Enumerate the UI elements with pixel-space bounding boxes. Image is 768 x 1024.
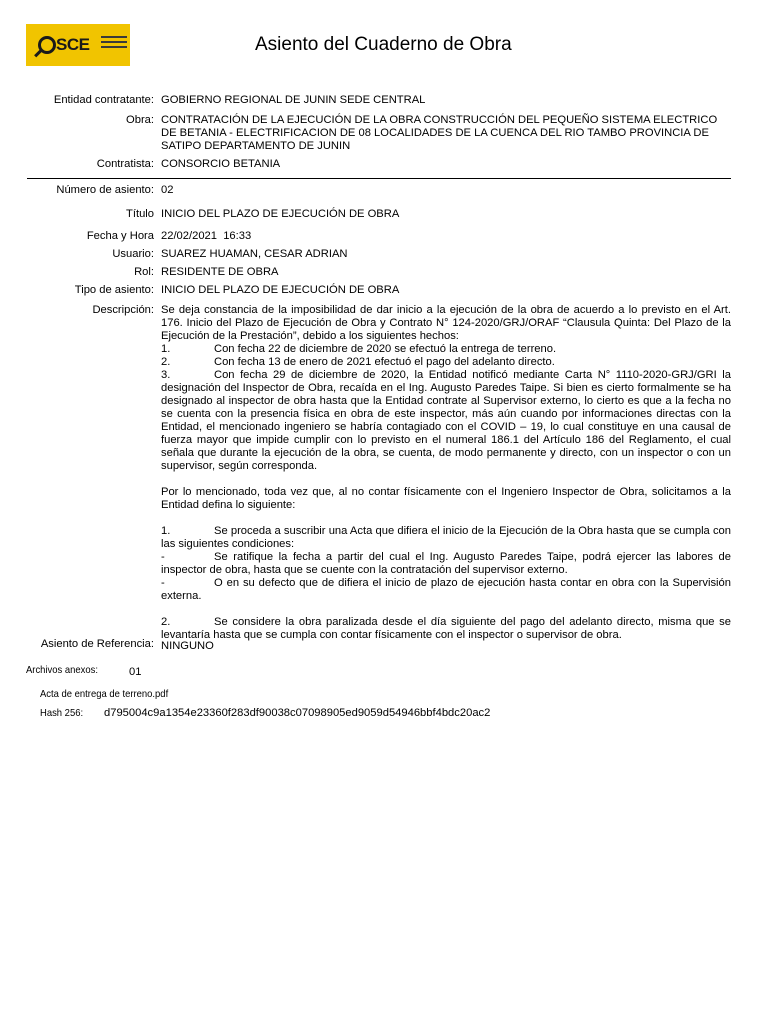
tipo-asiento-label: Tipo de asiento:: [74, 284, 154, 296]
contratista-label: Contratista:: [96, 158, 154, 170]
fecha-hora-label: Fecha y Hora: [86, 230, 154, 242]
hash-label: Hash 256:: [40, 707, 84, 719]
solicitud-item: 1. Se proceda a suscribir una Acta que difiera el inicio de la Ejecución de la Obra hasta que se cumpla con las siguientes condiciones:: [161, 525, 731, 550]
solicitud-item: 2. Se considere la obra paralizada desde el día siguiente del pago del adelanto directo, misma que se levantaría hasta que se cumpla con contar físicamente con el inspector o supervisor de obra.: [161, 616, 731, 641]
hash-value: d795004c9a1354e23360f283df90038c07098905ed9059d54946bbf4bdc20ac2: [104, 707, 491, 719]
entidad-value: GOBIERNO REGIONAL DE JUNIN SEDE CENTRAL: [161, 94, 426, 106]
anexos-count: 01: [129, 666, 142, 678]
referencia-label: Asiento de Referencia:: [40, 638, 154, 650]
entidad-label: Entidad contratante:: [53, 94, 154, 106]
section-divider: [27, 178, 731, 179]
titulo-label: Título: [126, 208, 154, 220]
osce-logo: [26, 24, 130, 66]
usuario-label: Usuario:: [112, 248, 154, 260]
descripcion-label: Descripción:: [92, 304, 154, 316]
rol-label: Rol:: [134, 266, 154, 278]
descripcion-paragraph: Por lo mencionado, toda vez que, al no contar físicamente con el Ingeniero Inspector de Obra, solicitamos a la Entidad defina lo siguiente:: [161, 486, 731, 511]
hecho-item: 3. Con fecha 29 de diciembre de 2020, la Entidad notificó mediante Carta N° 1110-2020-GRJ/GRI la designación del Inspector de Obra, recaída en el Ing. Augusto Paredes Taipe. Si bien es cierto formalmente se ha designado al inspector de obra hasta que la Entidad contrate al Supervisor externo, lo cierto es que a la fecha no se cuenta con la presencia física en obra de este inspector, más aún cuando por informaciones directas con la Entidad, el mencionado ingeniero se habría contagiado con el COVID – 19, lo cual constituye en una causal de fuerza mayor que impide cumplir con lo previsto en el numeral 186.1 del Artículo 186 del Reglamento, el cual señala que durante la ejecución de la obra, se cuenta, de modo permanente y directo, con un inspector o con un supervisor, según corresponda.: [161, 369, 731, 472]
numero-asiento-label: Número de asiento:: [56, 184, 154, 196]
descripcion-paragraph: Se deja constancia de la imposibilidad de dar inicio a la ejecución de la obra de acuerdo a lo previsto en el Art. 176. Inicio del Plazo de Ejecución de Obra y Contrato N° 124-2020/GRJ/ORAF “Clausula Quinta: Del Plazo de la Ejecución de la Prestación”, debido a los siguientes hechos:: [161, 304, 731, 342]
hecho-item: 2. Con fecha 13 de enero de 2021 efectuó el pago del adelanto directo.: [161, 356, 555, 368]
hecho-item: 1. Con fecha 22 de diciembre de 2020 se efectuó la entrega de terreno.: [161, 343, 557, 355]
logo-caption: [101, 36, 127, 56]
tipo-asiento-value: INICIO DEL PLAZO DE EJECUCIÓN DE OBRA: [161, 284, 400, 296]
fecha-hora-value: 22/02/2021 16:33: [161, 230, 252, 242]
descripcion-body: [161, 304, 731, 642]
anexos-label: Archivos anexos:: [26, 664, 98, 676]
condicion-item: - O en su defecto que de difiera el inicio de plazo de ejecución hasta contar en obra con la Supervisión externa.: [161, 577, 731, 602]
obra-value: CONTRATACIÓN DE LA EJECUCIÓN DE LA OBRA CONSTRUCCIÓN DEL PEQUEÑO SISTEMA ELECTRICO DE BETANIA - ELECTRIFICACION DE 08 LOCALIDADES DE LA CUENCA DEL RIO TAMBO PROVINCIA DE SATIPO DEPARTAMENTO DE JUNIN: [161, 114, 718, 152]
usuario-value: SUAREZ HUAMAN, CESAR ADRIAN: [161, 248, 348, 260]
condicion-item: - Se ratifique la fecha a partir del cual el Ing. Augusto Paredes Taipe, podrá ejercer las labores de inspector de obra, hasta que se cuente con la contratación del supervisor externo.: [161, 551, 731, 576]
contratista-value: CONSORCIO BETANIA: [161, 158, 281, 170]
referencia-value: NINGUNO: [161, 640, 214, 652]
anexo-file-link[interactable]: Acta de entrega de terreno.pdf: [40, 688, 169, 700]
rol-value: RESIDENTE DE OBRA: [161, 266, 279, 278]
page-title: Asiento del Cuaderno de Obra: [255, 34, 512, 55]
numero-asiento-value: 02: [161, 184, 174, 196]
obra-label: Obra:: [126, 114, 154, 126]
logo-brand-text: SCE: [56, 35, 90, 54]
titulo-value: INICIO DEL PLAZO DE EJECUCIÓN DE OBRA: [161, 208, 400, 220]
